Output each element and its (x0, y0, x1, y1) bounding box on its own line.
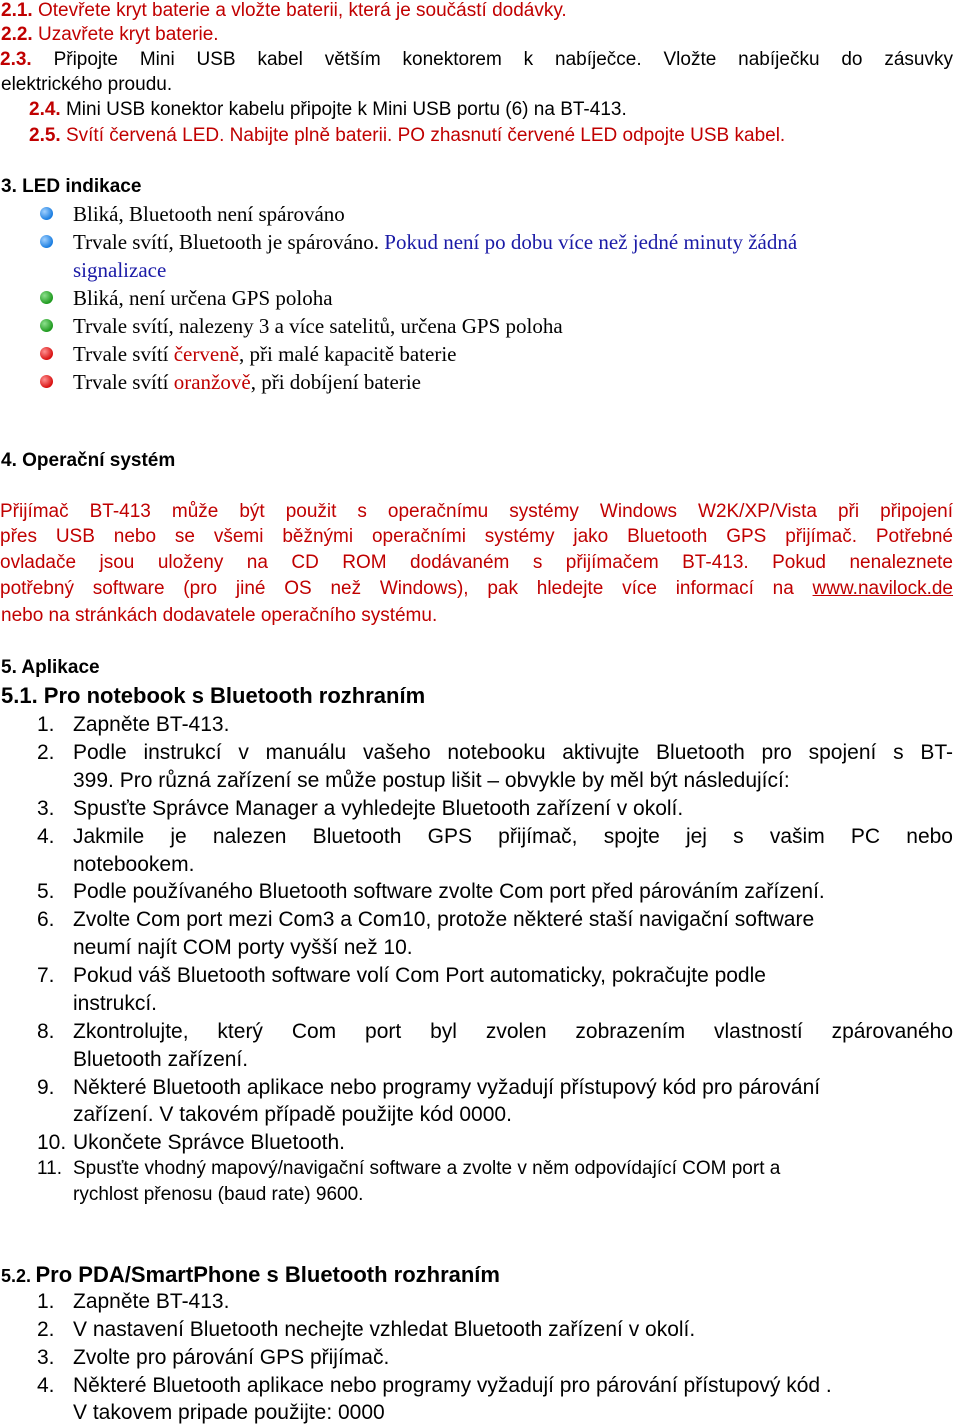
step-number: 4. (37, 1374, 55, 1397)
blue-led-icon (40, 235, 53, 248)
step-2-5 (29, 125, 785, 147)
notebook-step-9-cont: zařízení. V takovém případě použijte kód 0000. (73, 1103, 512, 1126)
app-heading: 5. Aplikace (1, 657, 100, 678)
notebook-step-10: Ukončete Správce Bluetooth. (73, 1131, 345, 1154)
step-number: 2. (37, 1318, 55, 1341)
step-number: 2.4. (29, 99, 61, 120)
notebook-step-7-cont: instrukcí. (73, 992, 158, 1015)
led-item-text: Trvale svítí (73, 342, 169, 366)
step-number: 1. (37, 713, 55, 736)
step-text: Připojte Mini USB kabel větším konektorem k nabíječce. Vložte nabíječku do zásuvky (53, 49, 953, 70)
app-sub2-title: Pro PDA/SmartPhone s Bluetooth rozhraním (35, 1262, 500, 1287)
pda-step-2: V nastavení Bluetooth nechejte vzhledat Bluetooth zařízení v okolí. (73, 1318, 696, 1341)
led-item-color-word: červeně (173, 342, 240, 366)
app-sub2-number: 5.2. (1, 1266, 32, 1286)
led-item-5 (73, 342, 456, 367)
step-number: 2.5. (29, 125, 61, 146)
notebook-step-5: Podle používaného Bluetooth software zvolte Com port před párováním zařízení. (73, 880, 825, 903)
led-item-text: Trvale svítí (73, 370, 169, 394)
led-item-color-word: oranžově (173, 370, 251, 394)
step-text: Otevřete kryt baterie a vložte baterii, která je součástí dodávky. (37, 0, 567, 21)
step-2-4 (29, 99, 627, 121)
led-item-text: Trvale svítí, Bluetooth je spárováno. (73, 230, 380, 254)
notebook-step-8-cont: Bluetooth zařízení. (73, 1048, 249, 1071)
red-led-icon (40, 375, 53, 388)
green-led-icon (40, 319, 53, 332)
os-paragraph-text: potřebný software (pro jiné OS než Windows), pak hledejte více informací na (0, 578, 794, 599)
pda-step-3: Zvolte pro párování GPS přijímač. (73, 1346, 390, 1369)
navilock-link[interactable]: www.navilock.de (812, 578, 953, 599)
step-number: 3. (37, 1346, 55, 1369)
pda-step-4: Některé Bluetooth aplikace nebo programy vyžadují pro párování přístupový kód . (73, 1374, 832, 1397)
step-number: 8. (37, 1020, 55, 1043)
os-heading: 4. Operační systém (1, 450, 176, 471)
notebook-step-7: Pokud váš Bluetooth software volí Com Port automaticky, pokračujte podle (73, 964, 766, 987)
step-number: 10. (37, 1131, 67, 1154)
step-2-3 (0, 49, 953, 71)
step-number: 6. (37, 908, 55, 931)
red-led-icon (40, 347, 53, 360)
step-2-3-cont: elektrického proudu. (1, 74, 173, 95)
step-number: 4. (37, 825, 55, 848)
os-paragraph-line-5: nebo na stránkách dodavatele operačního systému. (1, 605, 438, 626)
notebook-step-1: Zapněte BT-413. (73, 713, 230, 736)
step-text: Mini USB konektor kabelu připojte k Mini USB portu (6) na BT-413. (65, 99, 627, 120)
pda-step-4-cont: V takovem pripade použijte: 0000 (73, 1401, 385, 1424)
notebook-step-6-cont: neumí najít COM porty vyšší než 10. (73, 936, 413, 959)
led-item-2-note-cont: signalizace (73, 258, 167, 282)
notebook-step-4-cont: notebookem. (73, 853, 195, 876)
os-paragraph-line-3: ovladače jsou uloženy na CD ROM dodávaném s přijímačem BT-413. Pokud nenaleznete (0, 552, 953, 573)
step-text: Svítí červená LED. Nabijte plně baterii. PO zhasnutí červené LED odpojte USB kabel. (65, 125, 786, 146)
notebook-step-11: Spusťte vhodný mapový/navigační software a zvolte v něm odpovídající COM port a (73, 1158, 781, 1179)
notebook-step-3: Spusťte Správce Manager a vyhledejte Bluetooth zařízení v okolí. (73, 797, 684, 820)
led-item-2 (73, 230, 797, 255)
blue-led-icon (40, 207, 53, 220)
step-number: 2. (37, 741, 55, 764)
notebook-step-6: Zvolte Com port mezi Com3 a Com10, protože některé staší navigační software (73, 908, 815, 931)
step-number: 1. (37, 1290, 55, 1313)
led-item-6 (73, 370, 421, 395)
notebook-step-8: Zkontrolujte, který Com port byl zvolen zobrazením vlastností zpárovaného (73, 1020, 953, 1043)
os-paragraph-line-1: Přijímač BT-413 může být použit s operačnímu systémy Windows W2K/XP/Vista při připojení (0, 501, 953, 522)
step-2-1 (1, 0, 567, 22)
step-number: 11. (37, 1158, 63, 1179)
notebook-step-9: Některé Bluetooth aplikace nebo programy vyžadují přístupový kód pro párování (73, 1076, 821, 1099)
notebook-step-4: Jakmile je nalezen Bluetooth GPS přijímač, spojte jej s vašim PC nebo (73, 825, 953, 848)
step-text: Uzavřete kryt baterie. (37, 24, 219, 45)
step-number: 5. (37, 880, 55, 903)
os-paragraph-line-4 (0, 578, 953, 600)
app-sub1-heading: 5.1. Pro notebook s Bluetooth rozhraním (1, 683, 426, 708)
led-item-text: , při dobíjení baterie (250, 370, 421, 394)
step-2-2 (1, 24, 219, 46)
step-number: 7. (37, 964, 55, 987)
os-paragraph-line-2: přes USB nebo se všemi běžnými operačními systémy jako Bluetooth GPS přijímač. Potřebné (0, 526, 953, 547)
led-heading: 3. LED indikace (1, 176, 142, 197)
green-led-icon (40, 291, 53, 304)
led-item-note: Pokud není po dobu více než jedné minuty žádná (384, 230, 798, 254)
step-number: 9. (37, 1076, 55, 1099)
step-number: 2.3. (0, 49, 32, 70)
notebook-step-2-cont: 399. Pro různá zařízení se může postup lišit – obvykle by měl být následující: (73, 769, 790, 792)
led-item-1: Bliká, Bluetooth není spárováno (73, 202, 345, 226)
step-number: 3. (37, 797, 55, 820)
led-item-3: Bliká, není určena GPS poloha (73, 286, 333, 310)
app-sub2-heading (1, 1262, 500, 1288)
notebook-step-2: Podle instrukcí v manuálu vašeho notebooku aktivujte Bluetooth pro spojení s BT- (73, 741, 953, 764)
notebook-step-11-cont: rychlost přenosu (baud rate) 9600. (73, 1184, 364, 1205)
step-number: 2.1. (1, 0, 33, 21)
step-number: 2.2. (1, 24, 33, 45)
pda-step-1: Zapněte BT-413. (73, 1290, 230, 1313)
led-item-text: , při malé kapacitě baterie (239, 342, 457, 366)
led-item-4: Trvale svítí, nalezeny 3 a více satelitů, určena GPS poloha (73, 314, 563, 338)
